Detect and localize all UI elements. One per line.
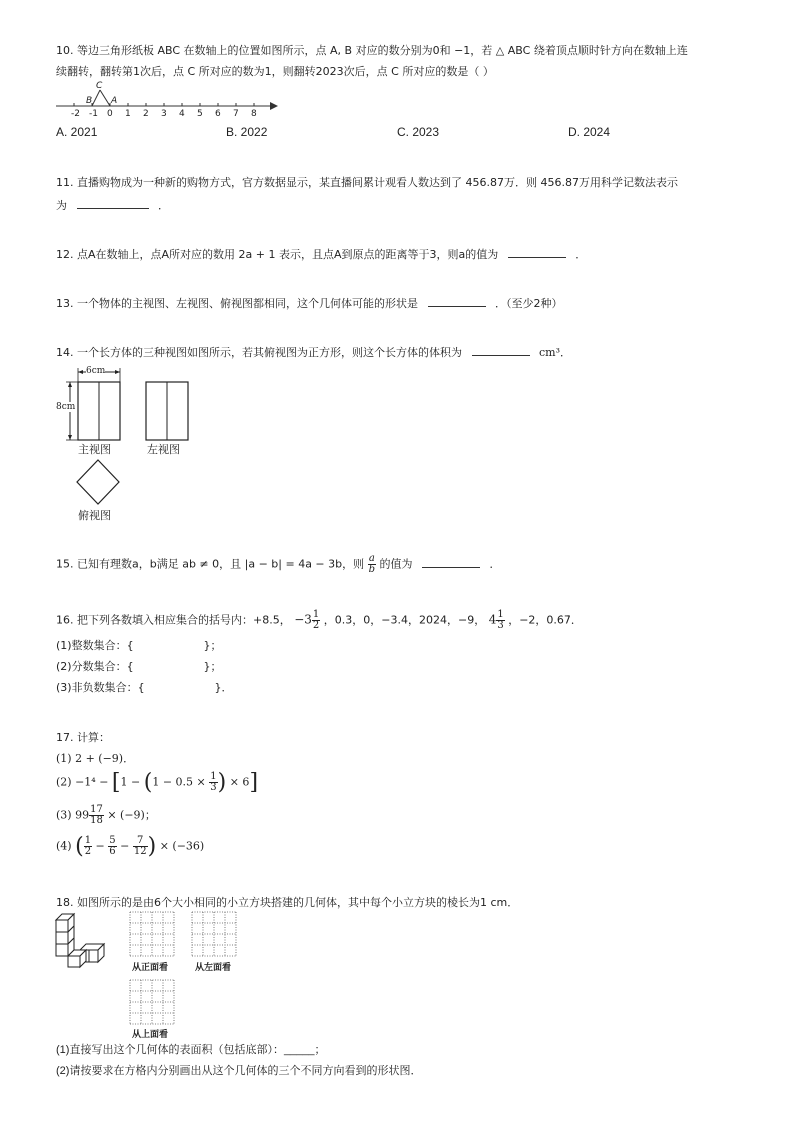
q16-mixed1-whole: −3 — [294, 612, 312, 627]
q17-p3-post: × (−9)； — [107, 808, 156, 822]
axis-label: 0 — [107, 109, 113, 119]
q12-text: 12. 点A在数轴上，点A所对应的数用 2a + 1 表示，且点A到原点的距离等于3，则a的值为 — [56, 248, 499, 261]
q13-blank[interactable] — [428, 295, 486, 307]
q15-end: ． — [489, 557, 501, 571]
q16-mid: ，0.3，0，−3.4，2024，−9， — [323, 613, 486, 627]
q17-p4-pre: (4) — [56, 839, 72, 853]
top-view-label: 俯视图 — [78, 509, 111, 522]
q17-part3 — [56, 805, 156, 826]
q16-pre: 16. 把下列各数填入相应集合的括号内：+8.5， — [56, 613, 291, 627]
q15-blank[interactable] — [422, 556, 480, 568]
q11-line1: 11. 直播购物成为一种新的购物方式，官方数据显示，某直播间累计观看人数达到了 456.87万．则 456.87万用科学记数法表示 — [56, 176, 678, 189]
q10-line2: 续翻转，翻转第1次后，点 C 所对应的数为1，则翻转2023次后，点 C 所对应的数是（ ） — [56, 65, 494, 78]
q16-mixed2-whole: 4 — [488, 612, 497, 627]
q16-mixed2-frac: $\frac{1}{3}$ — [497, 609, 504, 631]
q16-post: ，−2，0.6̇7̇． — [508, 613, 582, 627]
grid-top[interactable] — [130, 980, 174, 1024]
q10-option-d: D. 2024 — [568, 125, 611, 139]
axis-label: 5 — [197, 109, 203, 119]
q17-p4-frac1: $\frac{1}{2}$ — [84, 835, 92, 857]
axis-label: 2 — [143, 109, 149, 119]
q16-mixed1-frac: $\frac{1}{2}$ — [312, 609, 320, 631]
axis-label: 8 — [251, 109, 257, 119]
grid-left-label: 从左面看 — [195, 963, 232, 973]
q18-line1: 18. 如图所示的是由6个大小相同的小立方块搭建的几何体，其中每个小立方块的棱长为1 cm． — [56, 896, 519, 909]
q17-part2: (2) −1⁴ − [1 − (1 − 0.5 × $\frac{1}{3}$ ) × 6] — [56, 770, 259, 795]
q16-line — [56, 610, 582, 631]
dim-height-label: 8cm — [56, 402, 76, 412]
q17-part4: (4) ( $\frac{1}{2}$ − $\frac{5}{6}$ − $\frac{7}{12}$ ) × (−36) — [56, 834, 205, 859]
q15-line — [56, 554, 501, 575]
q12-blank[interactable] — [508, 246, 566, 258]
q16-item-3: (3)非负数集合：{ }． — [56, 681, 233, 694]
grid-front-label: 从正面看 — [132, 963, 169, 973]
q10-option-b: B. 2022 — [226, 125, 268, 139]
dim-width-label: 6cm — [86, 366, 106, 376]
point-b-label: B — [86, 96, 93, 106]
cube-stack-figure — [56, 914, 108, 968]
axis-label: 1 — [125, 109, 131, 119]
q15-fraction: $\frac{a}{b}$ — [368, 553, 376, 575]
q17-title: 17. 计算： — [56, 731, 110, 744]
axis-label: -1 — [89, 109, 98, 119]
left-view-label: 左视图 — [147, 443, 180, 456]
grid-front[interactable] — [130, 912, 174, 956]
q14-unit: cm³． — [539, 346, 572, 359]
q17-p2-frac: $\frac{1}{3}$ — [210, 771, 217, 793]
q17-p3-pre: (3) 99 — [56, 808, 90, 822]
q10-line1: 10. 等边三角形纸板 ABC 在数轴上的位置如图所示，点 A, B 对应的数分别为0和 −1，若 △ ABC 绕着顶点顺时针方向在数轴上连 — [56, 44, 688, 57]
q17-p2-a: 1 − — [120, 775, 141, 789]
q15-mid: 的值为 — [379, 557, 413, 571]
q17-p2-c: × 6 — [229, 775, 250, 789]
q14-text: 14. 一个长方体的三种视图如图所示，若其俯视图为正方形，则这个长方体的体积为 — [56, 346, 462, 359]
axis-label: 3 — [161, 109, 167, 119]
point-c-label: C — [96, 81, 103, 91]
q13-end: ．（至少2种） — [495, 297, 563, 310]
q13-text: 13. 一个物体的主视图、左视图、俯视图都相同，这个几何体可能的形状是 — [56, 297, 418, 310]
q12-end: ． — [575, 248, 587, 261]
q17-p2-b: 1 − 0.5 × — [152, 775, 206, 789]
q17-p4-post: × (−36) — [159, 839, 205, 853]
q11-line2 — [56, 197, 169, 213]
q17-part1: (1) 2 + (−9)． — [56, 752, 135, 765]
q14-blank[interactable] — [472, 344, 530, 356]
q16-item-2: (2)分数集合：{ }； — [56, 660, 222, 673]
q18-sub1: (1)直接写出这个几何体的表面积（包括底部）：_____； — [56, 1044, 326, 1056]
q17-p2-pre: (2) −1⁴ − — [56, 775, 109, 789]
q17-p4-frac3: $\frac{7}{12}$ — [133, 835, 147, 857]
q13-line — [56, 295, 563, 311]
axis-label: 7 — [233, 109, 239, 119]
q14-line — [56, 344, 571, 360]
axis-label: 4 — [179, 109, 185, 119]
grid-top-label: 从上面看 — [132, 1030, 169, 1040]
q18-sub2: (2)请按要求在方格内分别画出从这个几何体的三个不同方向看到的形状图． — [56, 1065, 422, 1077]
q15-text: 15. 已知有理数a，b满足 ab ≠ 0，且 |a − b| = 4a − 3b，则 — [56, 557, 365, 571]
q11-post: ． — [158, 199, 169, 212]
q11-pre: 为 — [56, 199, 67, 212]
q12-line — [56, 246, 586, 262]
axis-label: 6 — [215, 109, 221, 119]
q11-blank[interactable] — [77, 197, 149, 209]
front-view-label: 主视图 — [78, 443, 111, 456]
grid-left[interactable] — [192, 912, 236, 956]
q17-p4-frac2: $\frac{5}{6}$ — [109, 835, 116, 857]
q17-p3-frac: $\frac{17}{18}$ — [90, 804, 103, 826]
axis-label: -2 — [71, 109, 80, 119]
q10-option-a: A. 2021 — [56, 125, 98, 139]
q10-option-c: C. 2023 — [397, 125, 440, 139]
point-a-label: A — [111, 96, 118, 106]
q16-item-1: (1)整数集合：{ }； — [56, 639, 222, 652]
